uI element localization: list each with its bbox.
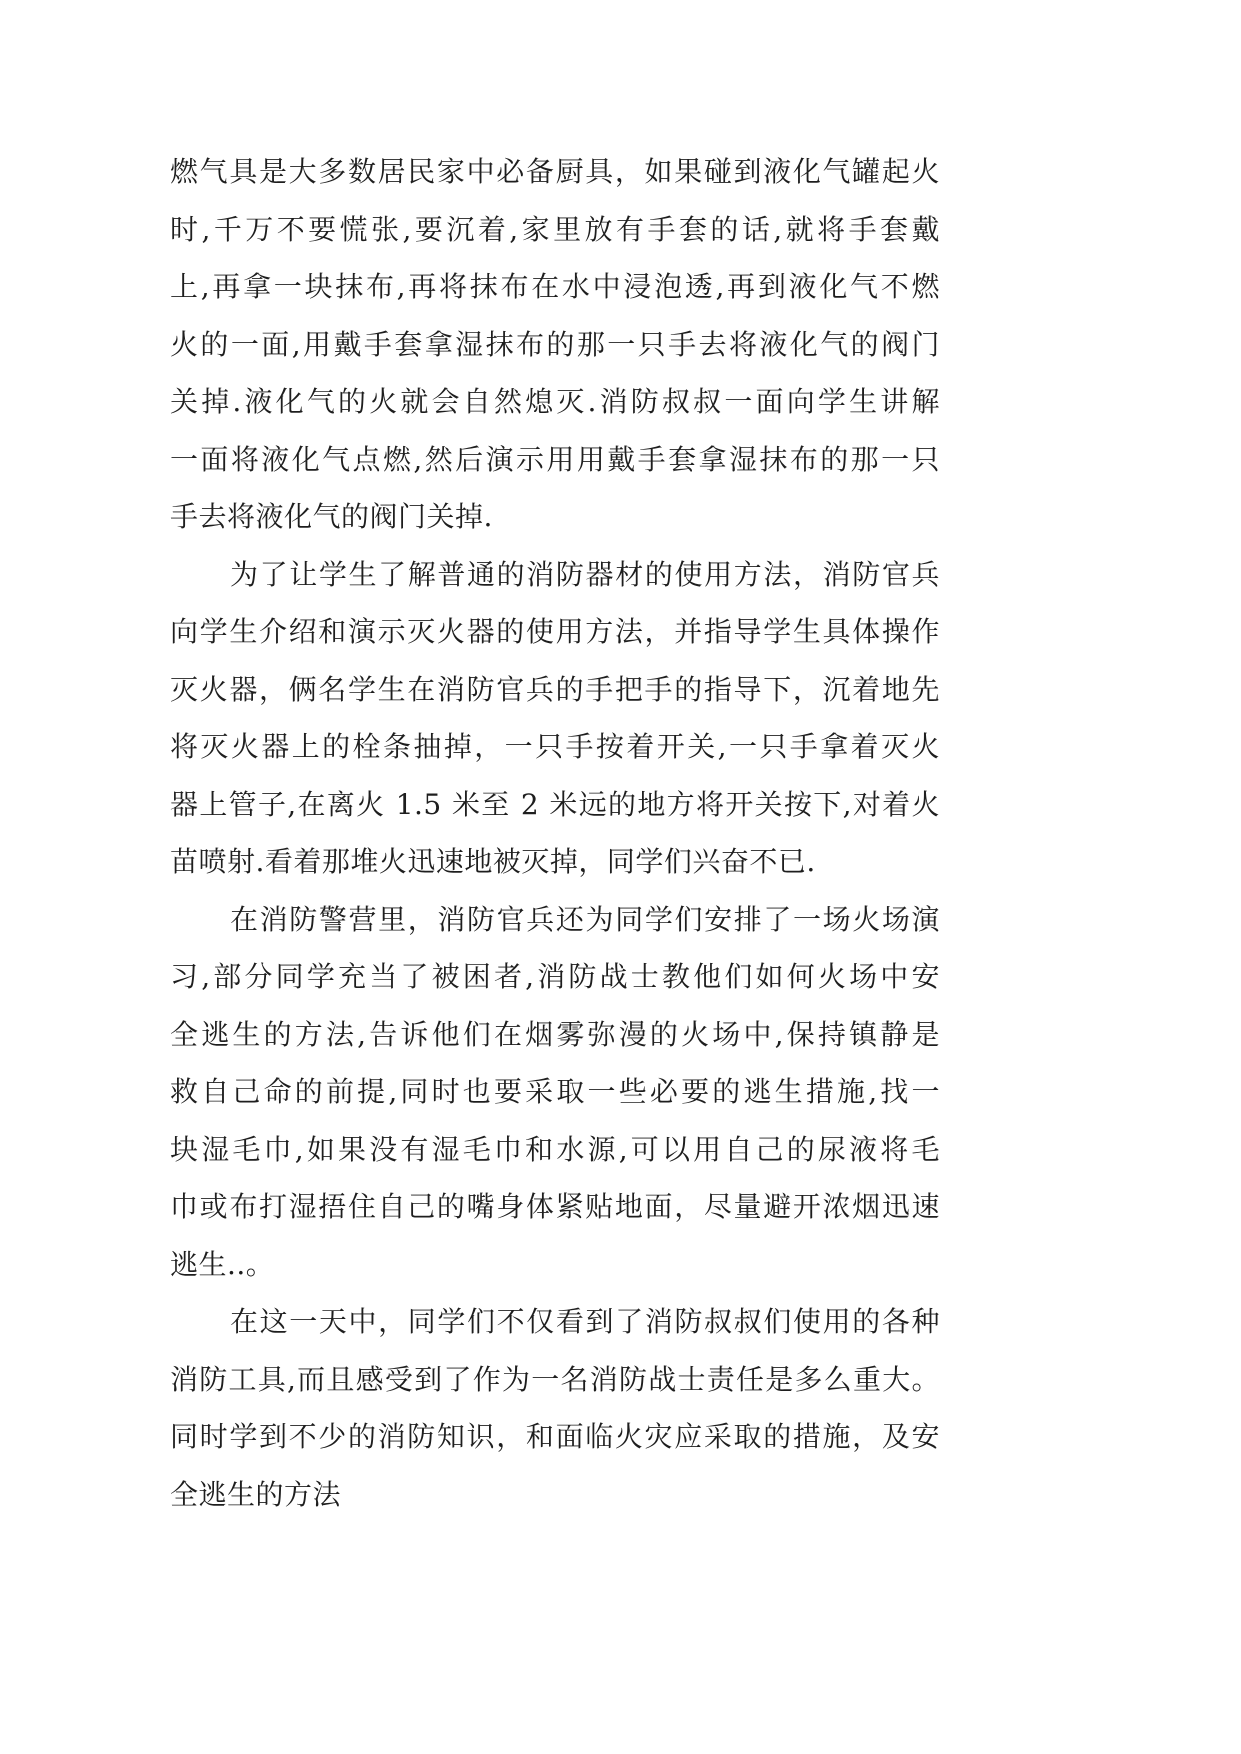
- text-line: 消防工具,而且感受到了作为一名消防战士责任是多么重大。: [170, 1362, 940, 1396]
- text-line: 习,部分同学充当了被困者,消防战士教他们如何火场中安: [170, 960, 940, 993]
- text-line: 全逃生的方法,告诉他们在烟雾弥漫的火场中,保持镇静是: [170, 1017, 940, 1051]
- text-line: 苗喷射.看着那堆火迅速地被灭掉，同学们兴奋不已.: [170, 845, 816, 878]
- text-line: 关掉.液化气的火就会自然熄灭.消防叔叔一面向学生讲解: [170, 385, 940, 418]
- text-line: 在消防警营里，消防官兵还为同学们安排了一场火场演: [230, 902, 940, 936]
- text-line: 向学生介绍和演示灭火器的使用方法，并指导学生具体操作: [170, 615, 940, 648]
- text-line: 上,再拿一块抹布,再将抹布在水中浸泡透,再到液化气不燃: [170, 270, 940, 303]
- text-line: 同时学到不少的消防知识，和面临火灾应采取的措施，及安: [170, 1420, 940, 1453]
- text-line: 一面将液化气点燃,然后演示用用戴手套拿湿抹布的那一只: [170, 442, 940, 476]
- text-line: 时,千万不要慌张,要沉着,家里放有手套的话,就将手套戴: [170, 212, 940, 246]
- paragraph-4: [170, 1293, 940, 1523]
- text-line: 燃气具是大多数居民家中必备厨具，如果碰到液化气罐起火: [170, 155, 940, 188]
- text-line: 将灭火器上的栓条抽掉，一只手按着开关,一只手拿着灭火: [170, 730, 940, 763]
- paragraph-2: [170, 546, 940, 891]
- text-line: 灭火器，俩名学生在消防官兵的手把手的指导下，沉着地先: [170, 672, 940, 706]
- text-line: 巾或布打湿捂住自己的嘴身体紧贴地面，尽量避开浓烟迅速: [170, 1190, 940, 1223]
- text-line: 全逃生的方法: [170, 1477, 342, 1511]
- text-line: 块湿毛巾,如果没有湿毛巾和水源,可以用自己的尿液将毛: [170, 1132, 940, 1166]
- paragraph-3: [170, 891, 940, 1294]
- text-line: 器上管子,在离火 1.5 米至 2 米远的地方将开关按下,对着火: [170, 787, 940, 821]
- text-line: 逃生..。: [170, 1247, 275, 1281]
- text-line: 救自己命的前提,同时也要采取一些必要的逃生措施,找一: [170, 1075, 940, 1108]
- text-line: 火的一面,用戴手套拿湿抹布的那一只手去将液化气的阀门: [170, 327, 940, 361]
- text-line: 手去将液化气的阀门关掉.: [170, 500, 493, 533]
- text-line: 为了让学生了解普通的消防器材的使用方法，消防官兵: [230, 557, 940, 591]
- paragraph-1: [170, 143, 940, 546]
- text-line: 在这一天中，同学们不仅看到了消防叔叔们使用的各种: [230, 1305, 940, 1338]
- body-text: [170, 143, 940, 1523]
